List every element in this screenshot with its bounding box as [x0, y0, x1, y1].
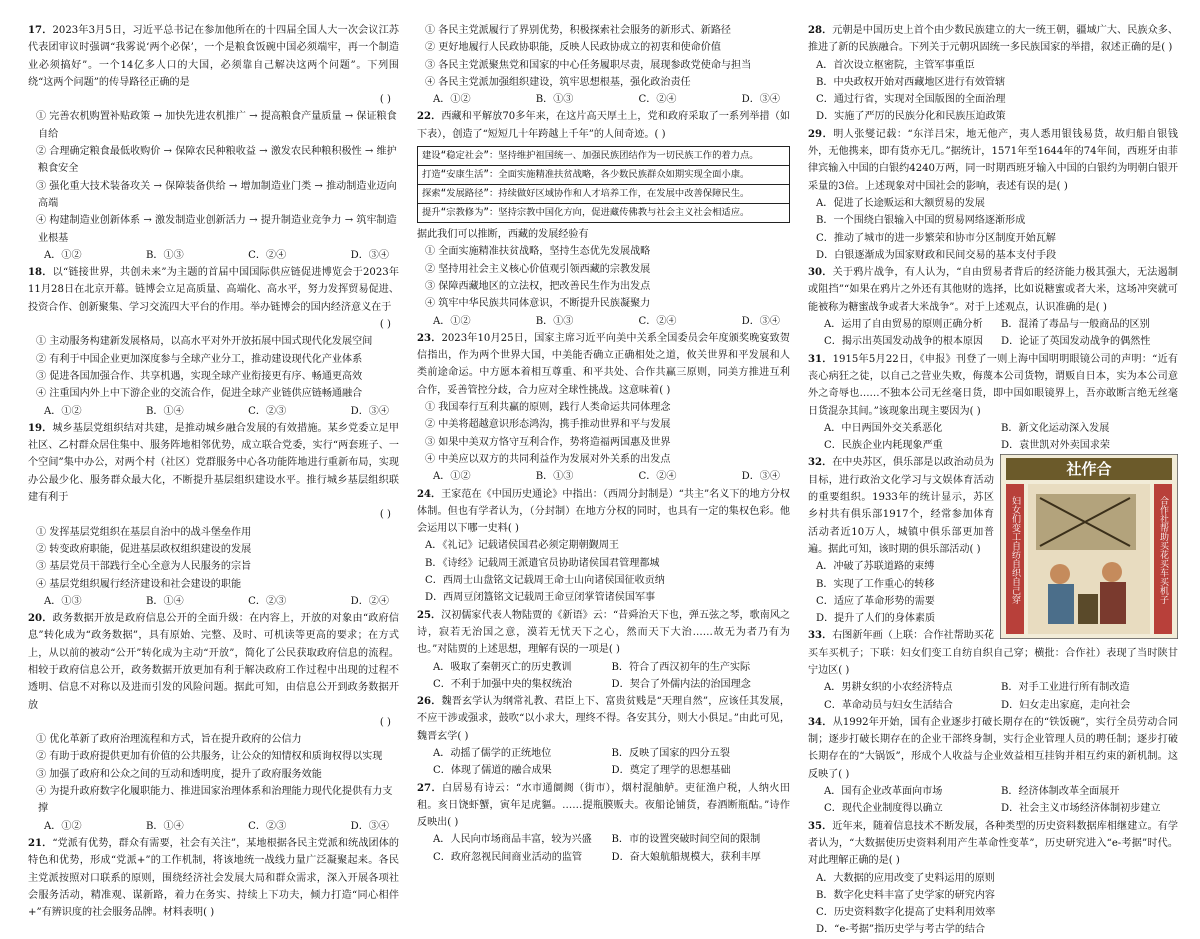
- option-a[interactable]: A．运用了自由贸易的原则正确分析: [824, 319, 983, 331]
- option-d[interactable]: D．③④: [741, 471, 780, 483]
- option-a[interactable]: A．冲破了苏联道路的束缚: [816, 561, 935, 573]
- option-b[interactable]: B．新文化运动深入发展: [1001, 422, 1110, 434]
- option-c[interactable]: C．民族企业内耗现象严重: [824, 440, 943, 452]
- option-b[interactable]: B．①③: [146, 249, 184, 261]
- answer-blank[interactable]: ( ): [838, 664, 850, 676]
- option-a[interactable]: A．《礼记》记载诸侯国君必须定期朝觐周王: [425, 540, 620, 552]
- poster-banner-text: 社作合: [1066, 460, 1112, 479]
- question-31: 31．1915年5月22日，《申报》刊登了一则上海中国明明眼镜公司的声明：“近有丧心病狂之徒，以自己之营业失败，侮蔑本公司货物，谓贩自日本，实为本公司意外之奇辱也……不独本公司无丝毫日货，即中国如眼镜界上，吾亦敢断言绝无丝毫日货混杂其间。”该现象出现主要因为( ) A．中日两国外交关系恶化 B．新文化运动深入发展 C．民族企业内耗现象严重 D．袁世凯对外卖国求荣: [808, 351, 1178, 455]
- question-24: 24．王家范在《中国历史通论》中指出：（西周分封制是）“共主”名义下的地方分权体制。但也有学者认为，（分封制）在地方分权的同时，也具有一定的集权色彩。他会运用以下哪一史料( ) A．《礼记》记载诸侯国君必须定期朝觐周王 B．《诗经》记载周王派遣官员协助诸侯国君管理都城 C．西周士山盘铭文记载周王命士山向诸侯国征收贡纳 D．西周豆闭簋铭文记载周王命豆闭掌管诸侯国军事: [417, 486, 790, 607]
- options-grid: [808, 679, 1178, 714]
- option-d[interactable]: D．论证了英国发动战争的偶然性: [1001, 336, 1151, 348]
- option-a[interactable]: A．男耕女织的小农经济特点: [824, 682, 953, 694]
- option-c[interactable]: C．政府忽视民间商业活动的监管: [433, 851, 583, 863]
- option-b[interactable]: B．①③: [535, 471, 574, 483]
- option-b[interactable]: B．市的设置突破时间空间的限制: [611, 834, 761, 846]
- option-d[interactable]: D．袁世凯对外卖国求荣: [1001, 440, 1111, 452]
- options-grid: [417, 745, 790, 780]
- new-year-painting-image: [1000, 454, 1178, 639]
- options-grid: [808, 783, 1178, 818]
- answer-blank[interactable]: ( ): [969, 405, 981, 417]
- option-a[interactable]: A．人民向市场商品丰富，较为兴盛: [433, 834, 592, 846]
- option-d[interactable]: D．社会主义市场经济体制初步建立: [1001, 803, 1161, 815]
- answer-blank[interactable]: ( ): [838, 768, 850, 780]
- table-row: 探索“发展路径”：持续做好区域协作和人才培养工作，在发展中改善保障民生。: [418, 185, 789, 204]
- option-b[interactable]: B．①④: [146, 595, 184, 607]
- option-d[interactable]: D．③④: [741, 315, 780, 327]
- option-b[interactable]: B．数字化史料丰富了史学家的研究内容: [816, 889, 996, 901]
- answer-blank[interactable]: ( ): [1056, 180, 1068, 192]
- option-b[interactable]: B．经济体制改革全面展开: [1001, 786, 1120, 798]
- option-c[interactable]: C．②④: [248, 249, 287, 261]
- option-d[interactable]: D．契合了外儒内法的治国理念: [611, 678, 751, 690]
- question-28: 28．元朝是中国历史上首个由少数民族建立的大一统王朝，疆域广大、民族众多、推进了新的民族融合。下列关于元朝巩固统一多民族国家的举措，叙述正确的是( ) A．首次设立枢密院，主管军事重臣 B．中央政权开始对西藏地区进行有效管辖 C．通过行省，实现对全国版图的全面治理 D．实施了严厉的民族分化和民族压迫政策: [808, 22, 1178, 126]
- question-20: 20．政务数据开放是政府信息公开的全面升级：在内容上，开放的对象由“政府信息”转化成为“政务数据”，具有原始、完整、及时、可机读等更高的要求；在方式上，从以前的被动“公开”转化成为主动“开放”，简化了公民获取政府信息的流程。相较于政府信息公开，政务数据开放更加有利于解决政府工作过程中出现的过程不透明、信息不对称以及进而引发的风险问题。据此可知，由信息公开到政务数据开放 ( ) ① 优化革新了政府治理流程和方式，旨在提升政府的公信力 ② 有助于政府提供更加有价值的公共服务，让公众的知情权和质询权得以实现 ③ 加强了政府和公众之间的互动和透明度，提升了政府服务效能 ④ 为提升政府数字化履职能力、推进国家治理体系和治理能力现代化提供有力支撑 A．①② B．①④ C．②③ D．③④: [28, 610, 399, 835]
- statement: ① 我国奉行互利共赢的原则，践行人类命运共同体理念: [425, 402, 671, 414]
- answer-blank[interactable]: ( ): [379, 509, 391, 521]
- statement: ② 合理确定粮食最低收购价 → 保障农民种粮收益 → 激发农民种粮积极性 → 维护粮食安全: [36, 146, 397, 175]
- answer-blank[interactable]: ( ): [507, 523, 519, 535]
- statement: ① 主动服务构建新发展格局，以高水平对外开放拓展中国式现代化发展空间: [36, 336, 373, 348]
- statement: ③ 如果中美双方恪守互利合作，势将造福两国惠及世界: [425, 436, 671, 448]
- question-34: 34．从1992年开始，国有企业逐步打破长期存在的“铁饭碗”，实行全员劳动合同制；逐步打破长期存在的企业干部终身制，实行企业管理人员的聘任制；逐步打破长期存在的“大锅饭”，形成个人收益与企业效益相互挂钩并相互约束的新机制。这反映了( ) A．国有企业改革面向市场 B．经济体制改革全面展开 C．现代企业制度得以确立 D．社会主义市场经济体制初步建立: [808, 714, 1178, 818]
- option-c[interactable]: C．通过行省，实现对全国版图的全面治理: [816, 94, 1006, 106]
- statement: ② 有利于中国企业更加深度参与全球产业分工，推动建设现代化产业体系: [36, 353, 363, 365]
- answer-blank[interactable]: ( ): [608, 644, 620, 656]
- question-22: 22．西藏和平解放70多年来，在这片高天厚土上，党和政府采取了一系列举措（如下表），创造了“短短几十年跨越上千年”的人间奇迹。( ) 建设“稳定社会”：坚持维护祖国统一、加强民族团结作为一切民族工作的着力点。 打造“安康生活”：全面实施精准扶贫战略，各少数民族群众如期实现全面小康。 探索“发展路径”：持续做好区域协作和人才培养工作，在发展中改善保障民生。 提升“宗教修为”：坚持宗教中国化方向，促进藏传佛教与社会主义社会相适应。 据此我们可以推断，西藏的发展经验有 ① 全面实施精准扶贫战略，坚持生态优先发展战略 ② 坚持用社会主义核心价值观引领西藏的宗教发展 ③ 保障西藏地区的立法权，把改善民生作为出发点 ④ 筑牢中华民族共同体意识，不断提升民族凝聚力 A．①② B．①③ C．②④ D．③④: [417, 108, 790, 329]
- table-row: 提升“宗教修为”：坚持宗教中国化方向，促进藏传佛教与社会主义社会相适应。: [422, 207, 750, 219]
- option-c[interactable]: C．历史资料数字化提高了史料利用效率: [816, 907, 996, 919]
- option-d[interactable]: D．奋大娘航船规模大，获利丰厚: [611, 851, 761, 863]
- option-c[interactable]: C．②④: [638, 94, 677, 106]
- options-row: [417, 91, 790, 108]
- option-c[interactable]: C．革命动员与妇女生活结合: [824, 699, 953, 711]
- answer-blank[interactable]: ( ): [969, 543, 981, 555]
- option-b[interactable]: B．符合了西汉初年的生产实际: [611, 661, 751, 673]
- answer-blank[interactable]: ( ): [457, 730, 469, 742]
- statement: ③ 基层党员干部践行全心全意为人民服务的宗旨: [36, 561, 252, 573]
- option-b[interactable]: B．对手工业进行所有制改造: [1001, 682, 1130, 694]
- options-grid: [808, 420, 1178, 455]
- options-row: [417, 468, 790, 485]
- measures-table: [417, 146, 790, 223]
- option-a[interactable]: A．国有企业改革面向市场: [824, 786, 943, 798]
- answer-blank[interactable]: ( ): [659, 384, 671, 396]
- option-a[interactable]: A．①②: [433, 471, 471, 483]
- options-grid: [808, 316, 1178, 351]
- statement: ① 发挥基层党组织在基层自治中的战斗堡垒作用: [36, 526, 252, 538]
- statement: ③ 各民主党派聚焦党和国家的中心任务履职尽责，展现参政党使命与担当: [425, 59, 752, 71]
- options-row: [28, 403, 399, 420]
- option-b[interactable]: B．混淆了毒品与一般商品的区别: [1001, 319, 1150, 331]
- option-c[interactable]: C．揭示出英国发动战争的根本原因: [824, 336, 984, 348]
- options-row: [28, 593, 399, 610]
- statement: ② 转变政府职能，促进基层政权组织建设的发展: [36, 543, 252, 555]
- statement: ④ 基层党组织履行经济建设和社会建设的职能: [36, 578, 242, 590]
- option-c[interactable]: C．②④: [638, 315, 677, 327]
- statement: ④ 各民主党派加强组织建设，筑牢思想根基，强化政治责任: [425, 76, 691, 88]
- option-d[interactable]: D．③④: [350, 405, 389, 417]
- option-a[interactable]: A．①②: [44, 249, 82, 261]
- option-c[interactable]: C．②③: [248, 595, 287, 607]
- question-32-33: 社作合 妇女们变工自纺自织自己穿 合作社帮助买花买车买机子 32．在中央苏区，俱乐部是以政治动员为目标，进行政治文化学习与文娱体育活动的重要组织。1933年的统计显示，苏区乡村共有俱乐部1917个，经常参加体育活动者近10万人，城镇中俱乐部更加普遍。据此可知，该时期的俱乐部活动( ) A．冲破了苏联道路的束缚 B．实现了工作重心的转移 C．适应了革命形势的需要 D．提升了人们的身体素质 33．右图新年画（上联：合作社帮助买花买车买机子；下联：妇女们变工自纺自织自己穿；横批：合作社）表现了当时陕甘宁边区( ) A．男耕女织的小农经济特点 B．对手工业进行所有制改造 C．革命动员与妇女生活结合 D．妇女走出家庭，走向社会: [808, 454, 1178, 713]
- statement: ① 各民主党派履行了界别优势，积极探索社会服务的新形式、新路径: [425, 25, 732, 36]
- option-c[interactable]: C．适应了革命形势的需要: [816, 595, 935, 607]
- statement: ④ 中美应以双方的共同利益作为发展对外关系的出发点: [425, 453, 671, 465]
- option-b[interactable]: B．实现了工作重心的转移: [816, 578, 935, 590]
- column-right: [808, 22, 1178, 939]
- options-row: [28, 247, 399, 264]
- poster-right-couplet: 合作社帮助买花买车买机子: [1158, 496, 1168, 605]
- option-d[interactable]: D．奠定了理学的思想基础: [611, 765, 731, 777]
- question-21-continued: [417, 22, 790, 108]
- options-grid: [417, 659, 790, 694]
- option-d[interactable]: D．“e-考据”指历史学与考古学的结合: [816, 924, 986, 936]
- option-d[interactable]: D．妇女走出家庭，走向社会: [1001, 699, 1131, 711]
- statement: ④ 为提升政府数字化履职能力、推进国家治理体系和治理能力现代化提供有力支撑: [36, 786, 393, 815]
- option-a[interactable]: A．中日两国外交关系恶化: [824, 422, 943, 434]
- option-b[interactable]: B．①③: [535, 315, 574, 327]
- statement: ③ 保障西藏地区的立法权，把改善民生作为出发点: [425, 280, 651, 292]
- option-b[interactable]: B．一个围绕白银输入中国的贸易网络逐渐形成: [816, 215, 1026, 227]
- option-b[interactable]: B．反映了国家的四分五裂: [611, 747, 730, 759]
- answer-blank[interactable]: ( ): [1095, 301, 1107, 313]
- option-d[interactable]: D．③④: [350, 249, 389, 261]
- statement: ① 优化革新了政府治理流程和方式，旨在提升政府的公信力: [36, 734, 302, 746]
- question-21: 21．“党派有优势，群众有需要，社会有关注”，某地根据各民主党派和统战团体的特色和优势，形成“党派+”的工作机制，将该地统一战线力量广泛凝聚起来。各民主党派按照对口联系的原则，围绕经济社会发展大局和群众需求，深入开展各项社会服务活动，精准观、谋新路，着力在务实、持续上下功夫，倾力打造“同心相伴+”有辨识度的社会服务品牌。材料表明( ): [28, 837, 400, 919]
- answer-blank[interactable]: ( ): [203, 907, 215, 919]
- question-23: 23．2023年10月25日，国家主席习近平向美中关系全国委员会年度颁奖晚宴致贺信指出，作为两个世界大国，中美能否确立正确相处之道，攸关世界和平发展和人类前途命运。中方愿本着相互尊重、和平共处、合作共赢三原则，同美方推进互利合作，妥善管控分歧，合力应对全球性挑战。这意味着( ) ① 我国奉行互利共赢的原则，践行人类命运共同体理念 ② 中美将超越意识形态鸿沟，携手推动世界和平与发展 ③ 如果中美双方恪守互利合作，势将造福两国惠及世界 ④ 中美应以双方的共同利益作为发展对外关系的出发点 A．①② B．①③ C．②④ D．③④: [417, 330, 790, 486]
- question-35: 35．近年来，随着信息技术不断发展，各种类型的历史资料数据库相继建立。有学者认为，“大数据使历史资料利用产生革命性变革”，历史研究进入“e-考据”时代。对此理解正确的是( ) A．大数据的应用改变了史料运用的原则 B．数字化史料丰富了史学家的研究内容 C．历史资料数字化提高了史料利用效率 D．“e-考据”指历史学与考古学的结合: [808, 818, 1178, 939]
- question-30: 30．关于鸦片战争，有人认为，“自由贸易者背后的经济能力极其强大，无法遏制或阻挡”“如果在鸦片之外还有其他财的选择，比如说糖蜜或者大米，这场冲突就可能被称为糖蜜战争或者大米战争”。对于上述观点，认识准确的是( ) A．运用了自由贸易的原则正确分析 B．混淆了毒品与一般商品的区别 C．揭示出英国发动战争的根本原因 D．论证了英国发动战争的偶然性: [808, 264, 1178, 350]
- poster-left-couplet: 妇女们变工自纺自织自己穿: [1010, 496, 1020, 605]
- option-c[interactable]: C．②④: [638, 471, 677, 483]
- statement: ① 全面实施精准扶贫战略，坚持生态优先发展战略: [425, 246, 651, 258]
- option-c[interactable]: C．②③: [248, 820, 287, 832]
- statement: ③ 强化重大技术装备攻关 → 保障装备供给 → 增加制造业门类 → 推动制造业迈向高端: [36, 180, 397, 209]
- question-26: 26．魏晋玄学认为纲常礼教、君臣上下、富贵贫贱是“天理自然”，应该任其发展，不应干涉或强求，鼓吹“以小求大，理终不得。各安其分，则大小俱足。”由此可见，魏晋玄学( ) A．动摇了儒学的正统地位 B．反映了国家的四分五裂 C．体现了儒道的融合成果 D．奠定了理学的思想基础: [417, 693, 790, 779]
- answer-blank[interactable]: ( ): [654, 128, 666, 140]
- option-b[interactable]: B．①③: [535, 94, 574, 106]
- option-c[interactable]: C．西周士山盘铭文记载周王命士山向诸侯国征收贡纳: [425, 575, 665, 587]
- option-d[interactable]: D．西周豆闭簋铭文记载周王命豆闭掌管诸侯国军事: [425, 592, 656, 604]
- answer-blank[interactable]: ( ): [379, 716, 391, 728]
- option-d[interactable]: D．白银逐渐成为国家财政和民间交易的基本支付手段: [816, 249, 1057, 261]
- table-row: 打造“安康生活”：全面实施精准扶贫战略，各少数民族群众如期实现全面小康。: [418, 166, 789, 185]
- option-a[interactable]: A．大数据的应用改变了史料运用的原则: [816, 872, 995, 884]
- option-a[interactable]: A．①②: [44, 405, 82, 417]
- option-d[interactable]: D．提升了人们的身体素质: [816, 613, 936, 625]
- question-29: 29．明人张燮记载：“东洋吕宋，地无他产，夷人悉用银钱易货，故归船自银钱外，无他携来，即有货亦无几。”据统计，1571年至1644年的74年间，西班牙由菲律宾输入中国的白银约4240万两，同一时期西班牙输入中国的白银约为明朝白银开采量的3倍。上述现象对中国社会的影响，表述有误的是( ) A．促进了长途贩运和大额贸易的发展 B．一个围绕白银输入中国的贸易网络逐渐形成 C．推动了城市的进一步繁荣和协市分区制度开始瓦解 D．白银逐渐成为国家财政和民间交易的基本支付手段: [808, 126, 1178, 264]
- statement: ② 更好地履行人民政协职能，反映人民政协成立的初衷和使命价值: [425, 42, 721, 54]
- statement: ② 中美将超越意识形态鸿沟，携手推动世界和平与发展: [425, 419, 671, 431]
- option-a[interactable]: A．①②: [44, 820, 82, 832]
- statement: ④ 筑牢中华民族共同体意识，不断提升民族凝聚力: [425, 298, 651, 310]
- statement: ① 完善农机购置补贴政策 → 加快先进农机推广 → 提高粮食产量质量 → 保证粮食自给: [36, 111, 397, 140]
- option-b[interactable]: B．中央政权开始对西藏地区进行有效管辖: [816, 76, 1006, 88]
- option-c[interactable]: C．②③: [248, 405, 287, 417]
- answer-blank[interactable]: ( ): [379, 94, 391, 106]
- option-d[interactable]: D．②④: [350, 595, 389, 607]
- options-row: [28, 818, 399, 835]
- option-d[interactable]: D．③④: [741, 94, 780, 106]
- answer-blank[interactable]: ( ): [888, 855, 900, 867]
- question-27: 27．白居易有诗云：“水市通阛阓（街市），烟村混舳舻。吏征渔户税，人纳火田租。亥日饶虾蟹，寅年足虎貙。……提瓶膜贩夫。夜船论铺货，春酒断瓶酤。”诗作反映出( ) A．人民向市场商品丰富，较为兴盛 B．市的设置突破时间空间的限制 C．政府忽视民间商业活动的监管 D．奋大娘航船规模大，获利丰厚: [417, 780, 790, 866]
- statement: ④ 注重国内外上中下游企业的交流合作，促进全球产业链供应链畅通融合: [36, 388, 363, 400]
- option-c[interactable]: C．现代企业制度得以确立: [824, 803, 943, 815]
- options-row: [417, 313, 790, 330]
- statement: ② 坚持用社会主义核心价值观引领西藏的宗教发展: [425, 263, 651, 275]
- option-d[interactable]: D．实施了严厉的民族分化和民族压迫政策: [816, 111, 1006, 123]
- question-19: 19．城乡基层党组织结对共建，是推动城乡融合发展的有效措施。某乡党委立足甲社区、乙村群众居住集中、服务阵地相邻优势，成立联合党委，实行“两套班子、一个空间”集中办公，对两个村（社区）党群服务中心各功能阵地进行重新布局，实现办公最少化、服务群众最大化，不断提升基层组织建设水平。推行城乡基层组织联建有利于 ( ) ① 发挥基层党组织在基层自治中的战斗堡垒作用 ② 转变政府职能，促进基层政权组织建设的发展 ③ 基层党员干部践行全心全意为人民服务的宗旨 ④ 基层党组织履行经济建设和社会建设的职能 A．①③ B．①④ C．②③ D．②④: [28, 420, 399, 610]
- answer-blank[interactable]: ( ): [1161, 42, 1173, 54]
- question-25: 25．汉初儒家代表人物陆贾的《新语》云：“昔舜治天下也，弹五弦之琴，歌南风之诗，寂若无治国之意，漠若无忧天下之心，然而天下大治……故无为者乃有为也。”对陆贾的上述思想，理解有误的一项是( ) A．吸取了秦朝灭亡的历史教训 B．符合了西汉初年的生产实际 C．不利于加强中央的集权统治 D．契合了外儒内法的治国理念: [417, 607, 790, 693]
- option-c[interactable]: C．推动了城市的进一步繁荣和协市分区制度开始瓦解: [816, 232, 1056, 244]
- option-c[interactable]: C．体现了儒道的融合成果: [433, 765, 552, 777]
- option-a[interactable]: A．动摇了儒学的正统地位: [433, 747, 552, 759]
- option-d[interactable]: D．③④: [350, 820, 389, 832]
- answer-blank[interactable]: ( ): [447, 817, 459, 829]
- column-left: [28, 22, 399, 921]
- option-a[interactable]: A．吸取了秦朝灭亡的历史教训: [433, 661, 572, 673]
- question-18: 18．以“链接世界，共创未来”为主题的首届中国国际供应链促进博览会于2023年11月28日在北京开幕。链博会立足高质量、高端化、高水平，努力发挥贸易促进、投资合作、创新聚集、学习交流四大平台的作用。举办链博会的国内经济意义在于 ( ) ① 主动服务构建新发展格局，以高水平对外开放拓展中国式现代化发展空间 ② 有利于中国企业更加深度参与全球产业分工，推动建设现代化产业体系 ③ 促进各国加强合作、共享机遇，实现全球产业衔接更有序、畅通更高效 ④ 注重国内外上中下游企业的交流合作，促进全球产业链供应链畅通融合 A．①② B．①④ C．②③ D．③④: [28, 264, 399, 420]
- answer-blank[interactable]: ( ): [379, 319, 391, 331]
- option-b[interactable]: B．《诗经》记载周王派遣官员协助诸侯国君管理都城: [425, 557, 660, 569]
- option-a[interactable]: A．①②: [433, 94, 471, 106]
- statement: ④ 构建制造业创新体系 → 激发制造业创新活力 → 提升制造业竞争力 → 筑牢制造业根基: [36, 215, 397, 244]
- option-a[interactable]: A．①②: [433, 315, 471, 327]
- option-a[interactable]: A．①③: [44, 595, 82, 607]
- statement: ② 有助于政府提供更加有价值的公共服务，让公众的知情权和质询权得以实现: [36, 751, 383, 763]
- option-a[interactable]: A．促进了长途贩运和大额贸易的发展: [816, 197, 985, 209]
- option-b[interactable]: B．①④: [146, 820, 184, 832]
- option-b[interactable]: B．①④: [146, 405, 184, 417]
- option-a[interactable]: A．首次设立枢密院，主管军事重臣: [816, 59, 975, 71]
- statement: ③ 加强了政府和公众之间的互动和透明度，提升了政府服务效能: [36, 768, 322, 780]
- statement: ③ 促进各国加强合作、共享机遇，实现全球产业衔接更有序、畅通更高效: [36, 370, 363, 382]
- question-17: 17．2023年3月5日，习近平总书记在参加他所在的十四届全国人大一次会议江苏代表团审议时强调“我雾说‘两个必保’，一个是粮食饭碗中国必须端牢，再一个制造业必须搞好”。一个14亿多人口的大国，必须靠自己解决这两个问题”。下列围绕“这两个问题”的传导路径正确的是 ( ) ① 完善农机购置补贴政策 → 加快先进农机推广 → 提高粮食产量质量 → 保证粮食自给 ② 合理确定粮食最低收购价 → 保障农民种粮收益 → 激发农民种粮积极性 → 维护粮食安全 ③ 强化重大技术装备攻关 → 保障装备供给 → 增加制造业门类 → 推动制造业迈向高端 ④ 构建制造业创新体系 → 激发制造业创新活力 → 提升制造业竞争力 → 筑牢制造业根基 A．①② B．①③ C．②④ D．③④: [28, 22, 399, 264]
- column-middle: [417, 22, 790, 866]
- table-row: 建设“稳定社会”：坚持维护祖国统一、加强民族团结作为一切民族工作的着力点。: [418, 147, 789, 166]
- option-c[interactable]: C．不利于加强中央的集权统治: [433, 678, 572, 690]
